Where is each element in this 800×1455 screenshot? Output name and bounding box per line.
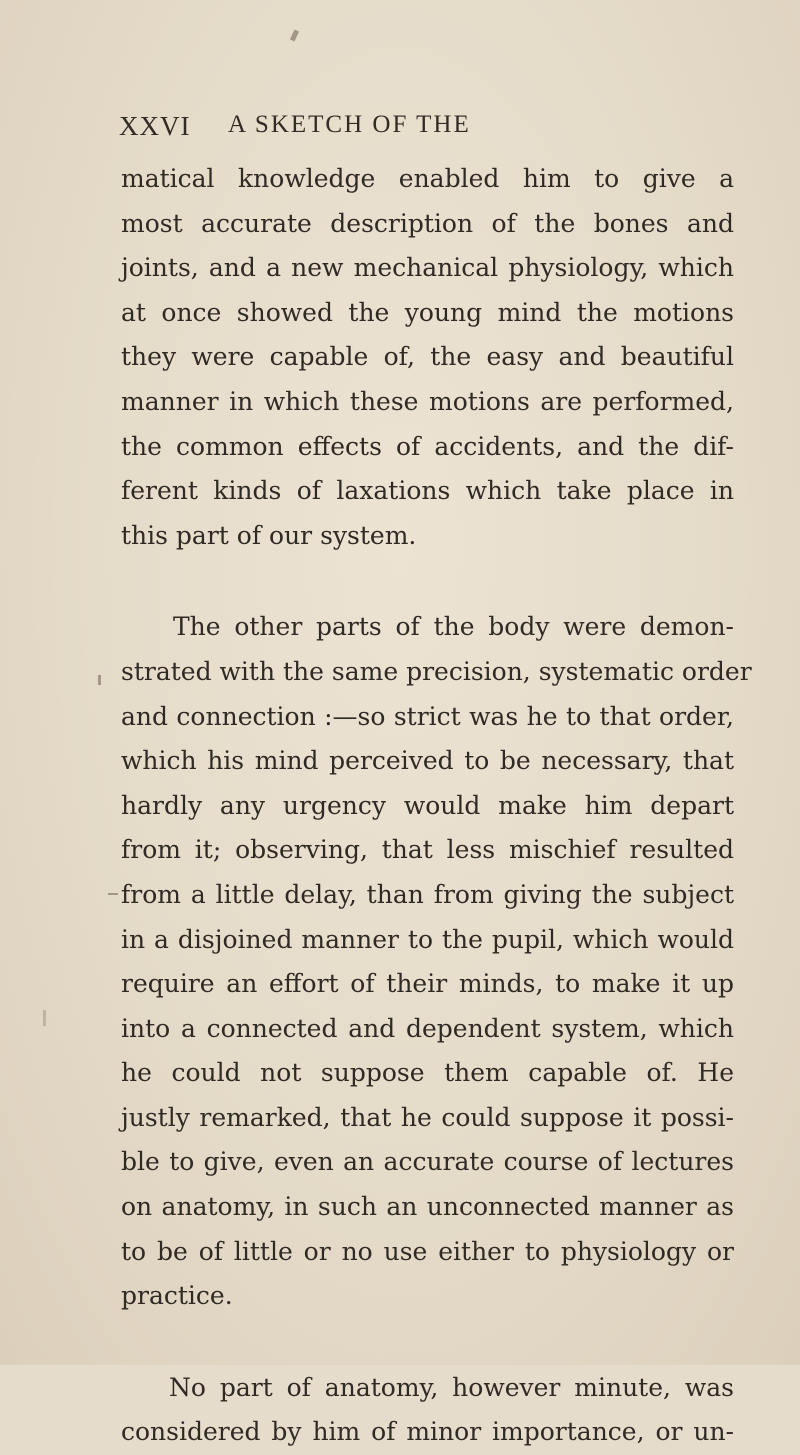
running-header [119, 111, 724, 145]
text-line: The other parts of the body were demon- [173, 612, 734, 642]
text-line: which his mind perceived to be necessary, that [121, 746, 734, 776]
text-line: matical knowledge enabled him to give a [121, 164, 734, 193]
body-text [121, 157, 752, 1455]
text-line: ferent kinds of laxations which take place in [121, 476, 734, 506]
text-line: to be of little or no use either to physiology or [121, 1236, 734, 1266]
ink-speck [290, 29, 299, 41]
text-line: from it; observing, that less mischief resulted [121, 835, 734, 865]
text-line: hardly any urgency would make him depart [121, 790, 734, 820]
text-line: No part of anatomy, however minute, was [169, 1372, 734, 1402]
text-line: from a little delay, than from giving the subject [121, 879, 734, 909]
text-line: considered by him of minor importance, or un- [121, 1417, 734, 1447]
paragraph-3 [121, 1366, 734, 1455]
text-line: on anatomy, in such an unconnected manner as [121, 1192, 734, 1222]
paragraph-2 [121, 605, 752, 1319]
paragraph-1 [121, 157, 734, 558]
ink-speck [43, 1010, 46, 1026]
text-line: manner in which these motions are performed, [121, 386, 734, 416]
paragraph-gap [121, 558, 734, 605]
text-line: justly remarked, that he could suppose it possi- [121, 1102, 734, 1132]
text-line: they were capable of, the easy and beautiful [121, 342, 734, 372]
text-line: require an effort of their minds, to make it up [121, 969, 734, 999]
text-line: most accurate description of the bones and [121, 208, 734, 238]
text-line: joints, and a new mechanical physiology, which [121, 253, 734, 283]
text-line: this part of our system. [121, 520, 417, 550]
paragraph-gap [121, 1319, 734, 1366]
text-line: at once showed the young mind the motions [121, 297, 734, 327]
text-line: in a disjoined manner to the pupil, which would [121, 924, 734, 954]
text-line: into a connected and dependent system, which [121, 1013, 734, 1043]
text-line: strated with the same precision, systematic order [121, 656, 752, 686]
page-number: XXVI [119, 111, 191, 141]
ink-speck [108, 893, 118, 895]
text-line: the common effects of accidents, and the dif- [121, 431, 734, 461]
text-line: practice. [121, 1281, 233, 1311]
running-title: A SKETCH OF THE [228, 111, 471, 138]
text-line: and connection :—so strict was he to that order, [121, 701, 734, 731]
text-line: ble to give, even an accurate course of lectures [121, 1147, 734, 1177]
text-line: he could not suppose them capable of. He [121, 1058, 734, 1088]
ink-speck [98, 675, 101, 685]
